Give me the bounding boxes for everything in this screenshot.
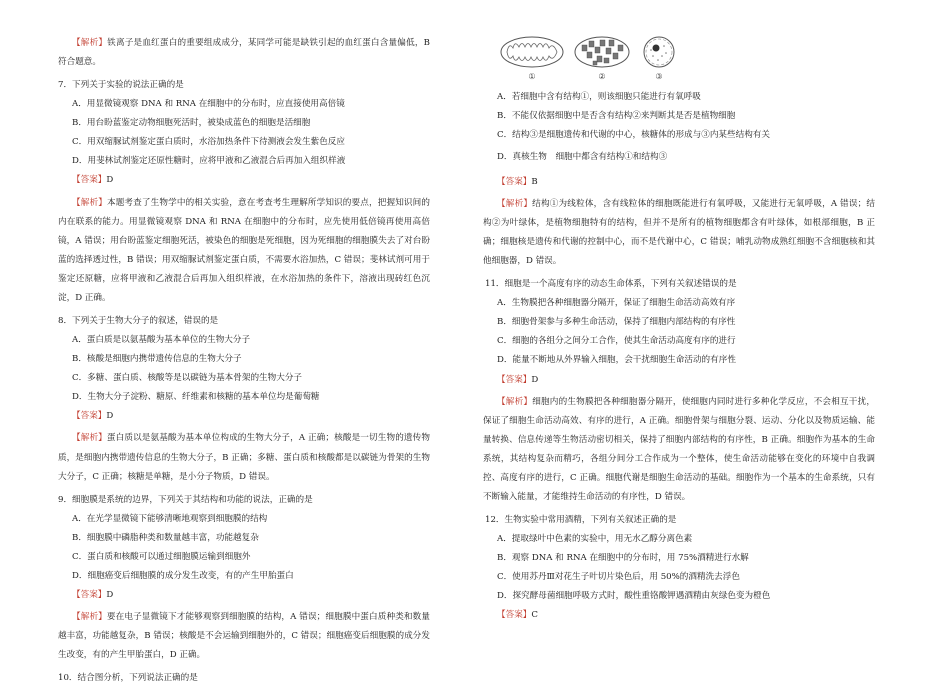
- answer-label: 【答案】: [497, 610, 532, 621]
- q10-option-b: B．不能仅依据细胞中是否含有结构②来判断其是否是植物细胞: [497, 111, 736, 122]
- q12-stem: 12．生物实验中常用酒精，下列有关叙述正确的是: [485, 514, 677, 525]
- figure-caption-3: ③: [655, 72, 663, 81]
- analysis-text: 细胞内的生物膜把各种细胞器分隔开，使细胞内同时进行多种化学反应，不会相互干扰，保证了细胞生命活动高效、有序的进行，A 正确。细胞骨架与细胞分裂、运动、分化以及物质运输、能量转换、信息传递等生物活动密切相关，保持了细胞内部结构的有序性，B 正确。细胞作为基本的生命系统，其结构复杂而精巧，各组分间分工合作成为一个整体，使生命活动能够在变化的环境中自我调控、高度有序的进行，C 正确。细胞代谢是细胞生命活动的基础。细胞作为一个基本的生命系统，只有不断输入能量，才能维持生命活动的有序性，D 错误。: [483, 396, 875, 503]
- q7-option-a: A．用显微镜观察 DNA 和 RNA 在细胞中的分布时，应直接使用高倍镜: [72, 99, 345, 110]
- q7-option-d: D．用斐林试剂鉴定还原性糖时，应将甲液和乙液混合后再加入组织样液: [72, 156, 346, 167]
- chloroplast-figure-icon: [573, 34, 631, 70]
- q10-option-d: D．真核生物 细胞中都含有结构①和结构③: [497, 152, 668, 163]
- analysis-label: 【解析】: [497, 198, 533, 209]
- analysis-text: 结构①为线粒体，含有线粒体的细胞既能进行有氧呼吸，又能进行无氧呼吸，A 错误；结构②为叶绿体，是植物细胞特有的结构，但并不是所有的植物细胞都含有叶绿体，如根部细胞，B 正确；细胞核是遗传和代谢的控制中心，而不是代谢中心，C 错误；哺乳动物成熟红细胞不含细胞核和其他细胞器，D 错误。: [483, 198, 875, 267]
- q9-option-a: A．在光学显微镜下能够清晰地观察到细胞膜的结构: [72, 513, 268, 524]
- q8-option-b: B．核酸是细胞内携带遗传信息的生物大分子: [72, 354, 242, 365]
- answer-value: D: [531, 374, 539, 385]
- q7-option-c: C．用双缩脲试剂鉴定蛋白质时，水浴加热条件下待测液会发生紫色反应: [72, 137, 345, 148]
- q10-option-a: A．若细胞中含有结构①，则该细胞只能进行有氧呼吸: [497, 92, 701, 102]
- nucleus-figure-icon: [642, 34, 676, 70]
- q7-option-b: B．用台盼蓝鉴定动物细胞死活时，被染成蓝色的细胞是活细胞: [72, 118, 311, 129]
- analysis-text: 蛋白质以是氨基酸为基本单位构成的生物大分子，A 正确；核酸是一切生物的遗传物质，是细胞内携带遗传信息的生物大分子，B 正确；多糖、蛋白质和核酸都是以碳链为骨架的生物大分子，C 正确；核糖是单糖，是小分子物质，D 错误。: [58, 433, 430, 482]
- analysis-label: 【解析】: [72, 197, 107, 208]
- q7-answer: [58, 174, 430, 186]
- q10-option-c: C．结构③是细胞遗传和代谢的中心，核糖体的形成与③内某些结构有关: [497, 130, 770, 141]
- answer-value: C: [531, 610, 538, 621]
- answer-label: 【答案】: [72, 175, 107, 186]
- q8-analysis: [58, 429, 430, 486]
- analysis-label: 【解析】: [72, 612, 107, 623]
- q12-option-a: A．提取绿叶中色素的实验中，用无水乙醇分离色素: [497, 534, 693, 545]
- q7-stem: 7．下列关于实验的说法正确的是: [58, 79, 184, 90]
- q12-option-b: B．观察 DNA 和 RNA 在细胞中的分布时，用 75%酒精进行水解: [497, 553, 749, 564]
- q11-option-b: B．细胞骨架参与多种生命活动，保持了细胞内部结构的有序性: [497, 317, 736, 328]
- q8-option-a: A．蛋白质是以氨基酸为基本单位的生物大分子: [72, 335, 251, 345]
- q6-analysis-tail: [58, 34, 430, 72]
- q11-answer: [497, 374, 875, 386]
- q9-option-d: D．细胞癌变后细胞膜的成分发生改变，有的产生甲胎蛋白: [72, 570, 294, 581]
- right-column: [483, 34, 875, 629]
- q9-analysis: [58, 608, 430, 665]
- analysis-label: 【解析】: [72, 433, 107, 444]
- q9-option-c: C．蛋白质和核酸可以通过细胞膜运输到细胞外: [72, 551, 251, 562]
- q11-option-d: D．能量不断地从外界输入细胞，会干扰细胞生命活动的有序性: [497, 355, 736, 366]
- q10-analysis: [483, 195, 875, 271]
- q8-answer: [58, 410, 430, 422]
- answer-value: D: [106, 175, 114, 186]
- answer-label: 【答案】: [72, 411, 107, 422]
- analysis-text: 本题考查了生物学中的相关实验，意在考查考生理解所学知识的要点，把握知识间的内在联系的能力。用显微镜观察 DNA 和 RNA 在细胞中的分布时，应先使用低倍镜再使用高倍镜，A 错误；用台盼蓝鉴定细胞死活，被染色的细胞是死细胞，因为死细胞的细胞膜失去了对台盼蓝的选择透过性，B 错误；用双缩脲试剂鉴定蛋白质，不需要水浴加热，C 错误；斐林试剂可用于鉴定还原糖，应将甲液和乙液混合后再加入组织样液，在水浴加热的条件下，溶液出现砖红色沉淀，D 正确。: [58, 197, 430, 304]
- q8-option-c: C．多糖、蛋白质、核酸等是以碳链为基本骨架的生物大分子: [72, 373, 303, 384]
- figure-caption-1: ①: [528, 72, 536, 81]
- analysis-text: 要在电子显微镜下才能够观察到细胞膜的结构，A 错误；细胞膜中蛋白质种类和数量越丰富，功能越复杂，B 错误；核酸是不会运输到细胞外的，C 错误；细胞癌变后细胞膜的成分发生改变，有的产生甲胎蛋白，D 正确。: [58, 612, 430, 661]
- q12-option-c: C．使用苏丹Ⅲ对花生子叶切片染色后，用 50%的酒精洗去浮色: [497, 572, 740, 583]
- q9-option-b: B．细胞膜中磷脂种类和数量越丰富，功能越复杂: [72, 532, 259, 543]
- q11-analysis: [483, 393, 875, 508]
- q11-option-a: A．生物膜把各种细胞器分隔开，保证了细胞生命活动高效有序: [497, 298, 736, 309]
- q12-option-d: D．探究酵母菌细胞呼吸方式时，酸性重铬酸钾遇酒精由灰绿色变为橙色: [497, 591, 771, 602]
- q12-answer: [497, 609, 875, 621]
- answer-label: 【答案】: [497, 374, 532, 385]
- q10-figure: [497, 34, 875, 82]
- q10-answer: [497, 176, 875, 188]
- mitochondrion-figure-icon: [499, 34, 565, 70]
- answer-value: B: [531, 176, 538, 187]
- analysis-label: 【解析】: [497, 396, 533, 407]
- answer-value: D: [106, 590, 114, 601]
- q11-stem: 11．细胞是一个高度有序的动态生命体系，下列有关叙述错误的是: [485, 279, 737, 290]
- figure-caption-2: ②: [598, 72, 606, 81]
- q8-stem: 8．下列关于生物大分子的叙述，错误的是: [58, 315, 219, 326]
- answer-label: 【答案】: [497, 176, 532, 187]
- q8-option-d: D．生物大分子淀粉、糖原、纤维素和核糖的基本单位均是葡萄糖: [72, 392, 320, 403]
- q11-option-c: C．细胞的各组分之间分工合作，使其生命活动高度有序的进行: [497, 336, 736, 347]
- answer-value: D: [106, 411, 114, 422]
- q10-stem: 10．结合图分析，下列说法正确的是: [58, 673, 198, 684]
- left-column: [58, 34, 430, 691]
- q7-analysis: [58, 194, 430, 309]
- analysis-text: 铁离子是血红蛋白的重要组成成分，某同学可能是缺铁引起的血红蛋白含量偏低，B符合题意。: [58, 38, 430, 68]
- q9-stem: 9．细胞膜是系统的边界，下列关于其结构和功能的说法，正确的是: [58, 494, 313, 505]
- q9-answer: [58, 589, 430, 601]
- analysis-label: 【解析】: [72, 38, 108, 48]
- answer-label: 【答案】: [72, 590, 107, 601]
